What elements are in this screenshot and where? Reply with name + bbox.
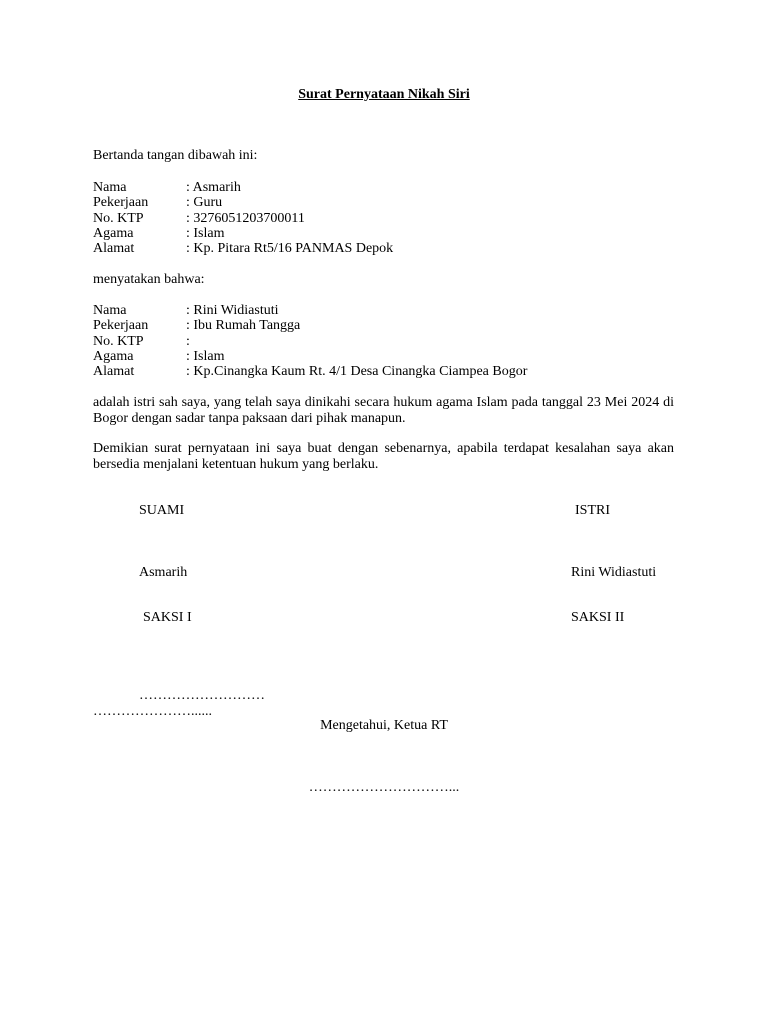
field-value: : Kp.Cinangka Kaum Rt. 4/1 Desa Cinangka Ciampea Bogor [186,364,528,380]
field-label: Agama [93,225,134,241]
declares-text: menyatakan bahwa: [93,272,205,287]
statement-paragraph: adalah istri sah saya, yang telah saya dinikahi secara hukum agama Islam pada tanggal 23 Mei 2024 di Bogor dengan sadar tanpa paksaan dari pihak manapun. [93,395,674,426]
rt-signature-line: …………………………... [308,780,460,795]
field-value: : Guru [186,195,223,211]
istri-label: ISTRI [575,503,610,518]
field-label: No. KTP [93,210,144,226]
wife-table [93,303,527,379]
suami-name: Asmarih [139,565,188,580]
field-value: : [186,333,190,349]
table-row [93,303,527,318]
rt-label: Mengetahui, Ketua RT [320,718,448,733]
field-value: : Rini Widiastuti [186,303,279,318]
table-row [93,180,393,195]
field-label: Nama [93,303,127,318]
husband-table [93,180,393,256]
document-title: Surat Pernyataan Nikah Siri [298,87,470,102]
saksi1-label: SAKSI I [143,610,192,625]
table-row [93,364,527,379]
field-label: Alamat [93,364,135,380]
saksi1-signature-line: ……………………… [139,688,265,703]
field-value: : Asmarih [186,180,241,195]
field-label: Pekerjaan [93,318,149,334]
istri-name: Rini Widiastuti [571,565,657,580]
table-row [93,211,393,226]
field-value: : Islam [186,225,225,241]
table-row [93,334,527,349]
field-label: Nama [93,180,127,195]
table-row [93,226,393,241]
table-row [93,241,393,256]
field-value: : Kp. Pitara Rt5/16 PANMAS Depok [186,241,394,257]
field-value: : Islam [186,348,225,364]
saksi2-signature-line: …………………...... [93,704,212,719]
intro-text: Bertanda tangan dibawah ini: [93,148,258,163]
suami-label: SUAMI [139,503,185,518]
saksi2-label: SAKSI II [571,610,625,625]
table-row [93,318,527,333]
field-label: No. KTP [93,333,144,349]
closing-paragraph: Demikian surat pernyataan ini saya buat dengan sebenarnya, apabila terdapat kesalahan saya akan bersedia menjalani ketentuan hukum yang berlaku. [93,441,674,472]
field-label: Pekerjaan [93,195,149,211]
table-row [93,349,527,364]
field-label: Alamat [93,241,135,257]
table-row [93,195,393,210]
field-value: : Ibu Rumah Tangga [186,318,301,334]
field-label: Agama [93,348,134,364]
field-value: : 3276051203700011 [186,210,305,226]
